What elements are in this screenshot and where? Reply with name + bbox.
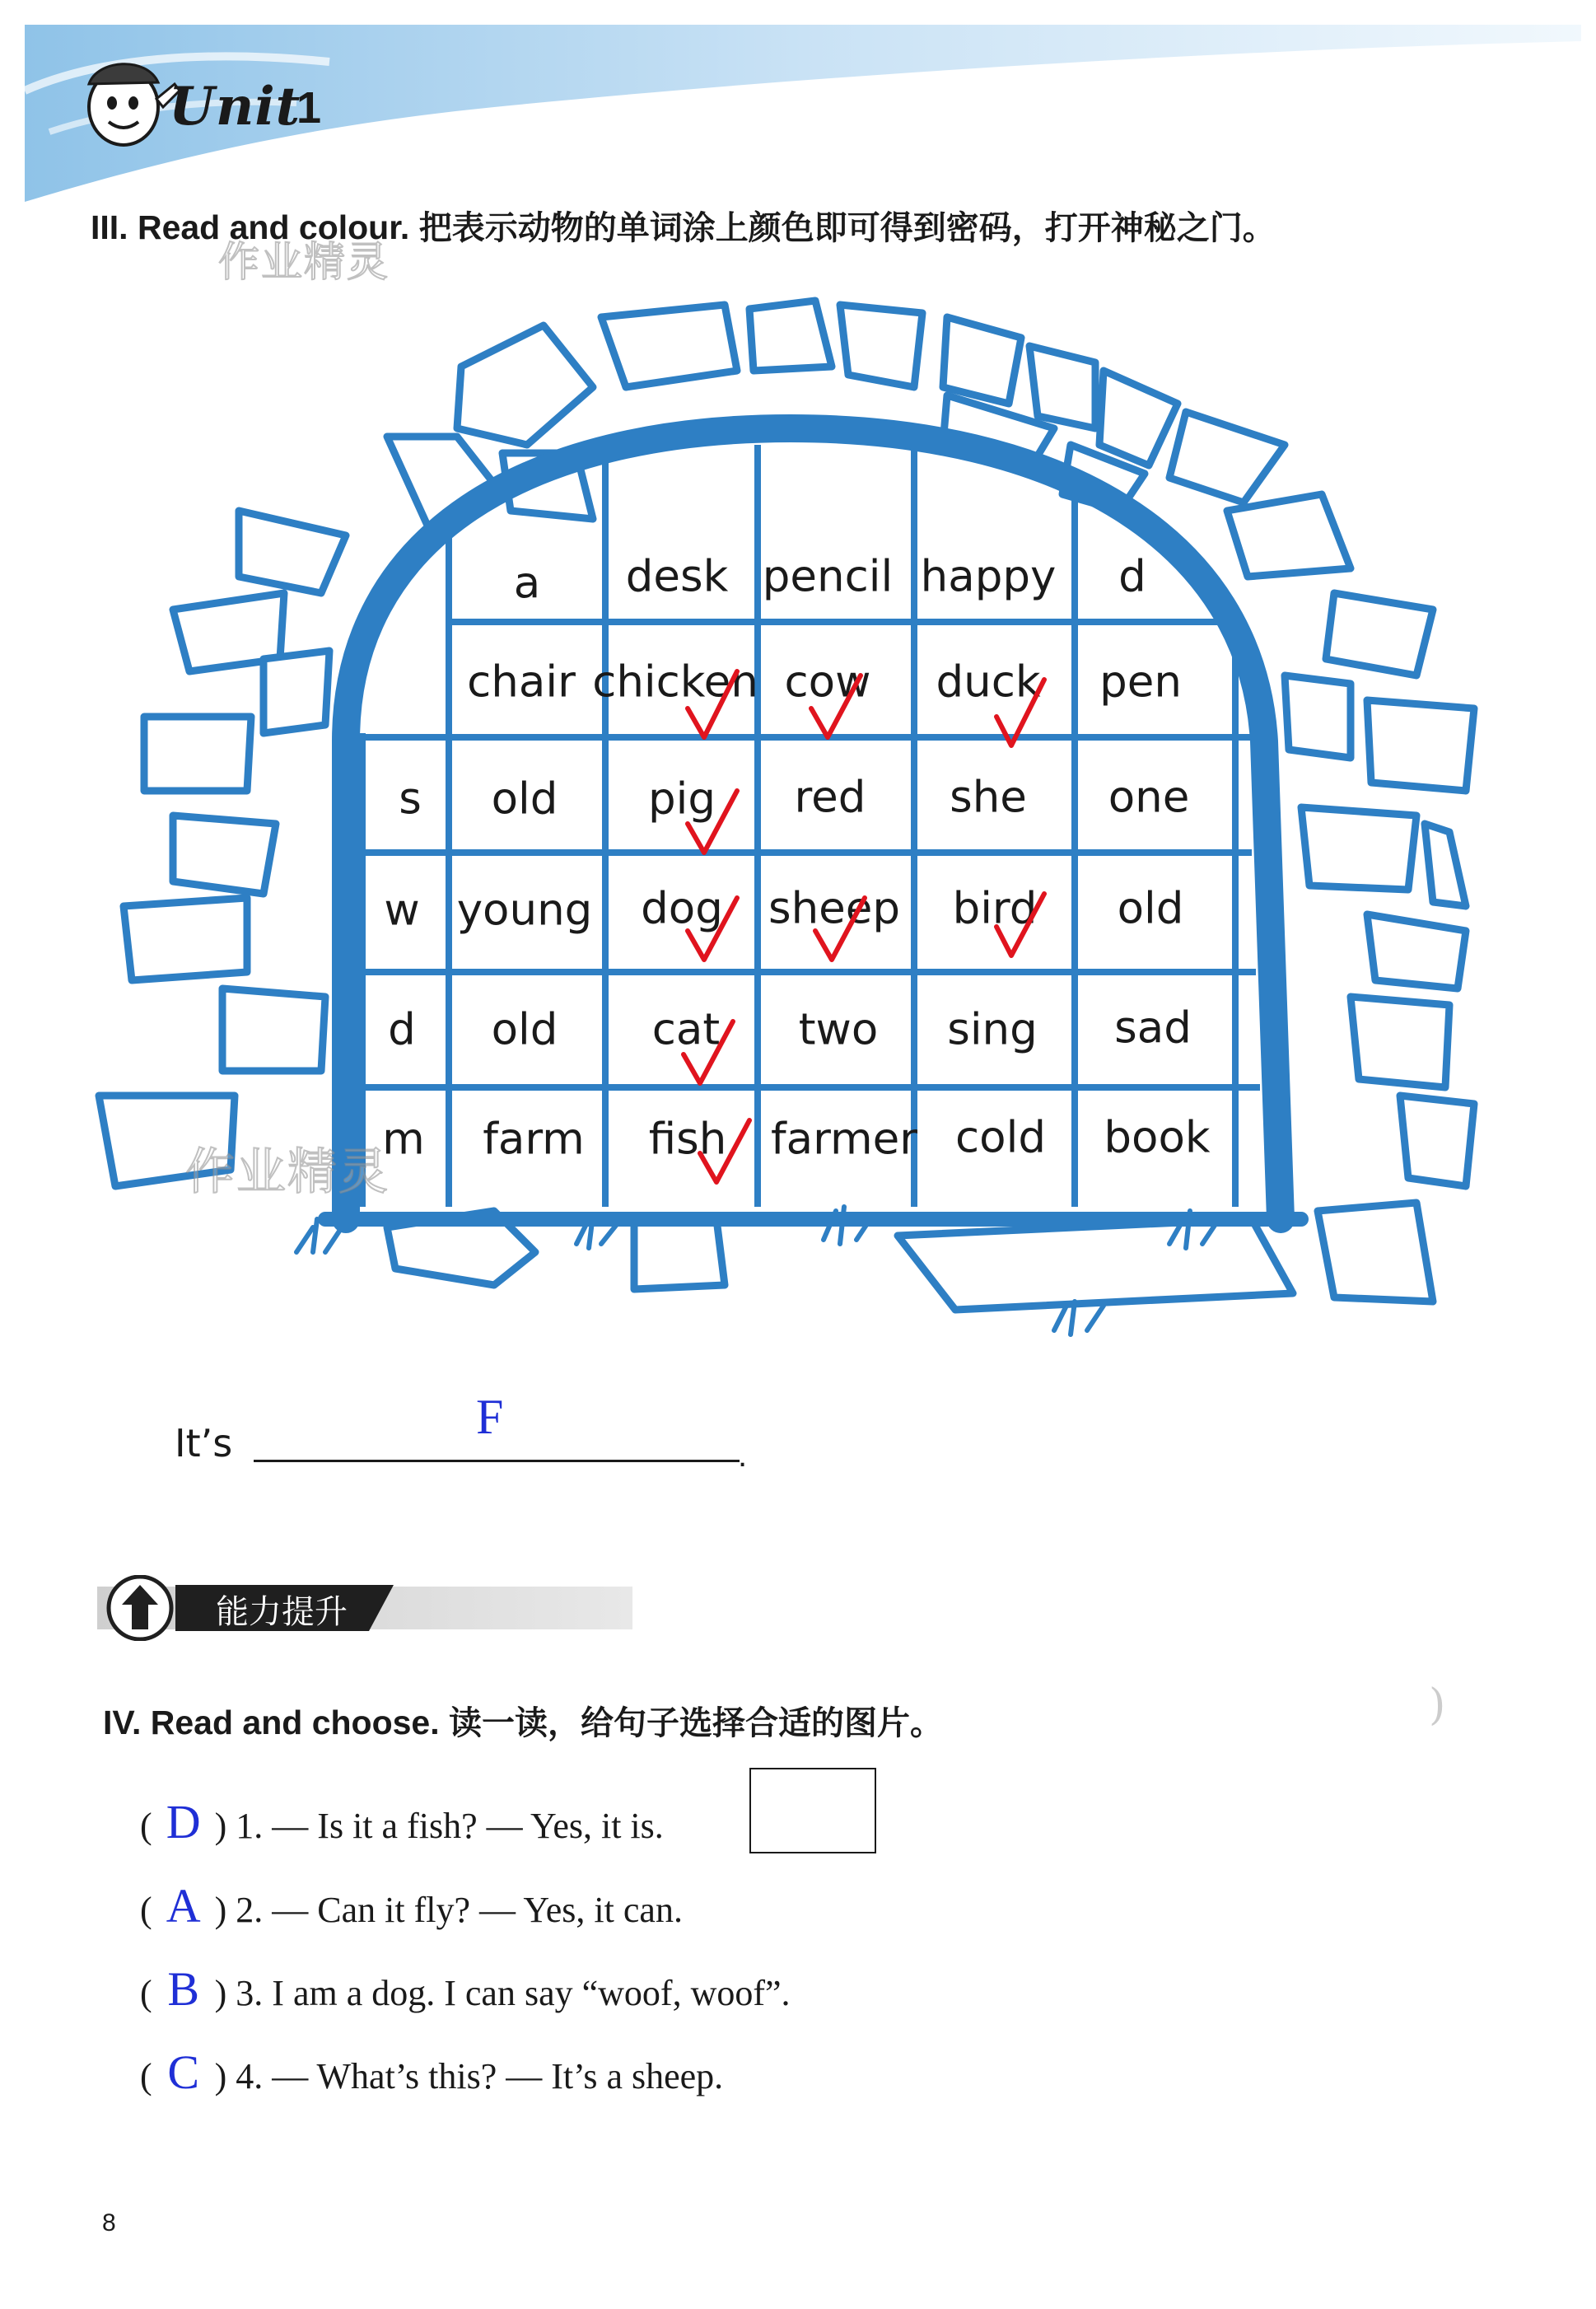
grid-cell[interactable]: old	[491, 774, 558, 825]
grid-cell[interactable]: chicken	[592, 657, 758, 708]
grid-cell[interactable]: pig	[647, 774, 716, 825]
grid-cell[interactable]: bird	[952, 883, 1038, 934]
page-number: 8	[102, 2209, 116, 2237]
grid-cell[interactable]: pen	[1099, 657, 1182, 708]
section-4-heading-en: IV. Read and choose.	[103, 1704, 440, 1741]
grid-cell[interactable]: sheep	[768, 883, 901, 934]
question-answer[interactable]: A	[166, 1879, 201, 1933]
grid-cell[interactable]: duck	[936, 657, 1041, 708]
answer-value: F	[476, 1390, 504, 1444]
grid-cell[interactable]: farm	[483, 1114, 585, 1165]
grid-cell[interactable]: cold	[955, 1112, 1046, 1163]
grid-cell[interactable]: w	[384, 885, 420, 936]
grid-cell[interactable]: d	[388, 1004, 416, 1055]
grid-cell[interactable]: sing	[947, 1004, 1038, 1055]
grid-cell[interactable]: cow	[784, 657, 871, 708]
question-row: ( A ) 2. — Can it fly? — Yes, it can.	[140, 1879, 683, 1933]
grid-cell[interactable]: chair	[467, 657, 576, 708]
question-row: ( C ) 4. — What’s this? — It’s a sheep.	[140, 2045, 724, 2099]
grid-cell[interactable]: desk	[625, 551, 729, 602]
answer-prefix: It’s	[175, 1421, 233, 1465]
stone-door-illustration	[0, 280, 1596, 1376]
section-4-heading	[103, 1697, 943, 1744]
section-3-heading-cn: 把表示动物的单词涂上颜色即可得到密码，打开神秘之门。	[418, 208, 1276, 247]
grid-cell[interactable]: dog	[641, 883, 723, 934]
ability-banner	[97, 1575, 632, 1641]
question-answer[interactable]: C	[167, 2045, 199, 2099]
grid-cell[interactable]: a	[513, 558, 541, 609]
grid-cell[interactable]: cat	[651, 1004, 721, 1055]
section-4-heading-cn: 读一读，给句子选择合适的图片。	[449, 1704, 944, 1742]
question-answer[interactable]: B	[167, 1962, 199, 2016]
grid-cell[interactable]: d	[1118, 551, 1146, 602]
ability-label: 能力提升	[216, 1593, 348, 1631]
grid-cell[interactable]: one	[1108, 772, 1190, 823]
grid-cell[interactable]: she	[950, 772, 1027, 823]
grid-cell[interactable]: farmer	[770, 1114, 918, 1165]
grid-cell[interactable]: old	[1117, 883, 1184, 934]
grid-cell[interactable]: red	[794, 772, 866, 823]
watermark: 作业精灵	[218, 238, 390, 286]
question-answer[interactable]: D	[166, 1795, 201, 1849]
watermark: 作业精灵	[185, 1143, 390, 1201]
grid-cell[interactable]: s	[399, 774, 422, 825]
question-text: ) 1. — Is it a fish? — Yes, it is.	[214, 1806, 664, 1846]
unit-number: 1	[296, 83, 322, 133]
grid-cell[interactable]: book	[1104, 1112, 1211, 1163]
grid-cell[interactable]: young	[456, 885, 593, 936]
question-text: ) 2. — Can it fly? — Yes, it can.	[214, 1890, 683, 1930]
grid-cell[interactable]: pencil	[762, 551, 894, 602]
section-3-heading-en: III. Read and colour.	[91, 208, 410, 246]
grid-cell[interactable]: two	[798, 1004, 879, 1055]
grid-cell[interactable]: m	[382, 1114, 425, 1165]
question-row: ( B ) 3. I am a dog. I can say “woof, woof”.	[140, 1962, 791, 2016]
answer-suffix: .	[738, 1437, 748, 1474]
grid-cell[interactable]: sad	[1114, 1003, 1192, 1054]
question-text: ) 3. I am a dog. I can say “woof, woof”.	[214, 1973, 791, 2013]
answer-blank[interactable]	[254, 1460, 740, 1462]
grid-cell[interactable]: fish	[648, 1114, 727, 1165]
grid-cell[interactable]: old	[491, 1004, 558, 1055]
question-text: ) 4. — What’s this? — It’s a sheep.	[214, 2056, 724, 2096]
unit-title: Unit	[169, 76, 301, 138]
question-row: ( D ) 1. — Is it a fish? — Yes, it is.	[140, 1795, 664, 1849]
picture-box	[749, 1768, 876, 1853]
grid-cell[interactable]: happy	[920, 551, 1057, 602]
corner-mark: )	[1429, 1680, 1446, 1730]
